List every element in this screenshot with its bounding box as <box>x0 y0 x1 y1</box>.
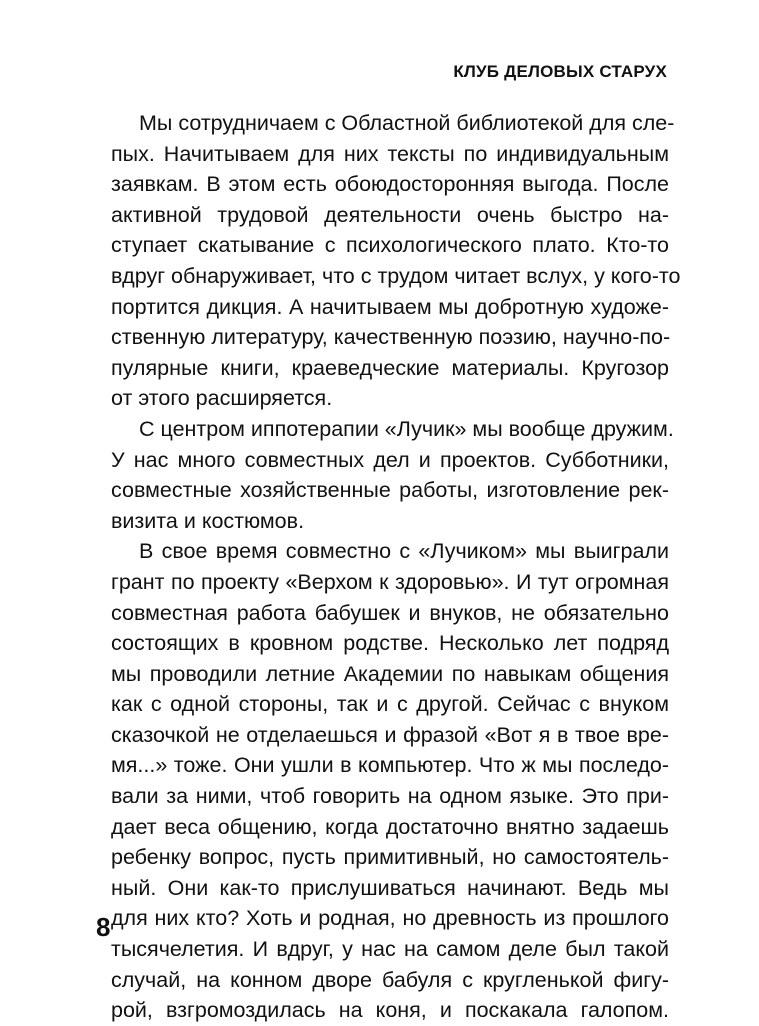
text-line: У нас много совместных дел и проектов. Субботники, <box>111 447 669 472</box>
text-line: мы проводили летние Академии по навыкам общения <box>111 661 669 686</box>
text-line: мя...» тоже. Они ушли в компьютер. Что ж мы последо- <box>111 753 669 778</box>
text-line: пулярные книги, краеведческие материалы. Кругозор <box>111 355 669 380</box>
text-line: ный. Они как-то прислушиваться начинают. Ведь мы <box>111 875 669 900</box>
text-line: от этого расширяется. <box>111 386 333 411</box>
text-line: как с одной стороны, так и с другой. Сейчас с внуком <box>111 692 669 717</box>
text-line: пых. Начитываем для них тексты по индивидуальным <box>111 141 669 166</box>
text-line: совместные хозяйственные работы, изготовление рек- <box>111 478 669 503</box>
paragraph <box>111 108 681 414</box>
text-line: дает веса общению, когда достаточно внятно задаешь <box>111 814 669 839</box>
text-line: для них кто? Хоть и родная, но древность из прошлого <box>111 906 669 931</box>
text-line: вали за ними, чтоб говорить на одном языке. Это при- <box>111 784 669 809</box>
text-line: визита и костюмов. <box>111 508 305 533</box>
text-line: тысячелетия. И вдруг, у нас на самом деле был такой <box>111 937 669 962</box>
text-line: ребенку вопрос, пусть примитивный, но самостоятель- <box>111 845 669 870</box>
text-line: заявкам. В этом есть обоюдосторонняя выгода. После <box>111 172 669 197</box>
text-line: В свое время совместно с «Лучиком» мы выиграли <box>139 539 669 564</box>
text-line: совместная работа бабушек и внуков, не обязательно <box>111 600 669 625</box>
text-line: портится дикция. А начитываем мы добротную художе- <box>111 294 669 319</box>
text-line: вдруг обнаруживает, что с трудом читает вслух, у кого-то <box>111 263 681 288</box>
text-line: рой, взгромоздилась на коня, и поскакала галопом. <box>111 998 669 1023</box>
text-line: ственную литературу, качественную поэзию, научно-по- <box>111 325 671 350</box>
paragraph <box>111 414 674 536</box>
running-header-title: КЛУБ ДЕЛОВЫХ СТАРУХ <box>453 62 667 81</box>
text-line: случай, на конном дворе бабуля с кругленькой фигу- <box>111 967 669 992</box>
paragraph <box>111 536 669 1026</box>
text-line: сказочкой не отделаешься и фразой «Вот я в твое вре- <box>111 722 669 747</box>
text-line: С центром иппотерапии «Лучик» мы вообще дружим. <box>139 416 674 441</box>
text-line: Мы сотрудничаем с Областной библиотекой для сле- <box>139 111 675 135</box>
text-line: состоящих в кровном родстве. Несколько лет подряд <box>111 631 669 656</box>
text-line: активной трудовой деятельности очень быстро на- <box>111 202 669 227</box>
text-line: грант по проекту «Верхом к здоровью». И тут огромная <box>111 569 669 594</box>
page-number: 8 <box>96 912 111 942</box>
text-line: ступает скатывание с психологического плато. Кто-то <box>111 233 669 258</box>
body-text <box>111 108 681 1026</box>
